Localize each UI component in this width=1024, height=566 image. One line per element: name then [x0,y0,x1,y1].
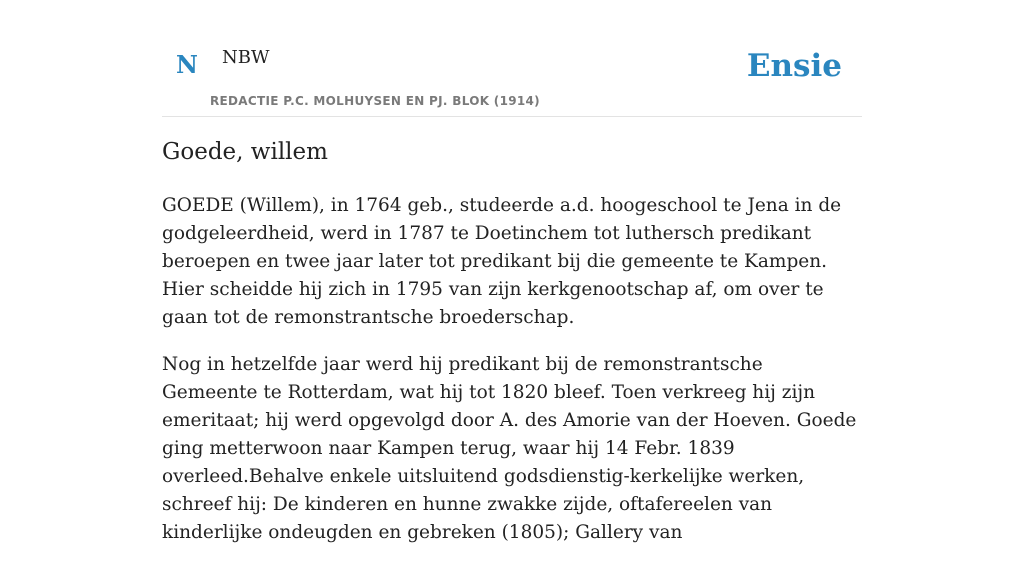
article-paragraph: GOEDE (Willem), in 1764 geb., studeerde a.d. hoogeschool te Jena in de godgeleerdheid, werd in 1787 te Doetinchem tot luthersch predikant beroepen en twee jaar later tot predikant bij die gemeente te Kampen. Hier scheidde hij zich in 1795 van zijn kerkgenootschap af, om over te gaan tot de remonstrantsche broederschap. [162,195,842,328]
article-body [162,192,862,566]
article-paragraph: Nog in hetzelfde jaar werd hij predikant bij de remonstrantsche Gemeente te Rotterdam, wat hij tot 1820 bleef. Toen verkreeg hij zijn emeritaat; hij werd opgevolgd door A. des Amorie van der Hoeven. Goede ging metterwoon naar Kampen terug, waar hij 14 Febr. 1839 overleed.Behalve enkele uitsluitend godsdienstig-kerkelijke werken, schreef hij: De kinderen en hunne zwakke zijde, oftafereelen van kinderlijke ondeugden en gebreken (1805); Gallery van [162,354,857,543]
brand-logo[interactable]: Ensie [746,48,842,84]
source-logo[interactable]: N [176,50,198,79]
source-name[interactable]: NBW [222,47,270,68]
source-subtitle: REDACTIE P.C. MOLHUYSEN EN PJ. BLOK (1914) [210,94,540,108]
header [162,0,862,117]
article-title: Goede, willem [162,139,328,165]
